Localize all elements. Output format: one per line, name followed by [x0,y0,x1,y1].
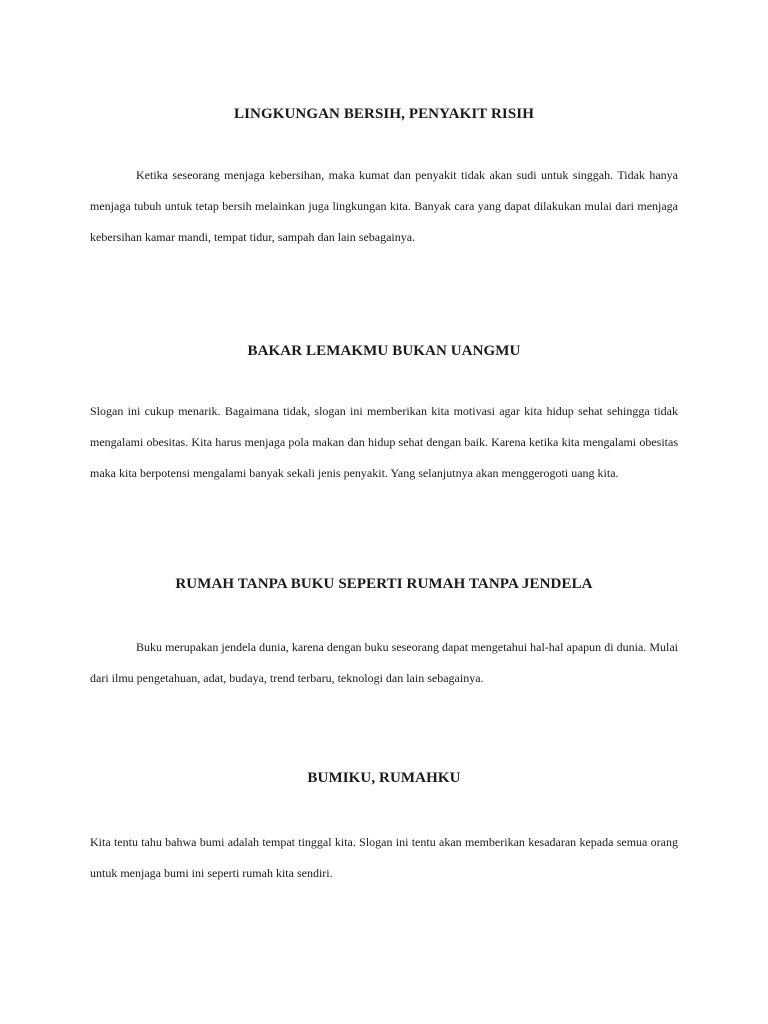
section-rumah-tanpa-buku [90,575,678,694]
section-bumiku-rumahku [90,769,678,889]
section-paragraph: Kita tentu tahu bahwa bumi adalah tempat tinggal kita. Slogan ini tentu akan memberikan kesadaran kepada semua orang untuk menjaga bumi ini seperti rumah kita sendiri. [90,835,678,880]
section-heading: BUMIKU, RUMAHKU [307,770,461,786]
section-paragraph: Ketika seseorang menjaga kebersihan, maka kumat dan penyakit tidak akan sudi untuk singgah. Tidak hanya menjaga tubuh untuk tetap bersih melainkan juga lingkungan kita. Banyak cara yang dapat dilakukan mulai dari menjaga kebersihan kamar mandi, tempat tidur, sampah dan lain sebagainya. [90,168,678,244]
section-paragraph: Slogan ini cukup menarik. Bagaimana tidak, slogan ini memberikan kita motivasi agar kita hidup sehat sehingga tidak mengalami obesitas. Kita harus menjaga pola makan dan hidup sehat dengan baik. Karena ketika kita mengalami obesitas maka kita berpotensi mengalami banyak sekali jenis penyakit. Yang selanjutnya akan menggerogoti uang kita. [90,404,678,480]
section-bakar-lemakmu [90,342,678,489]
section-heading: BAKAR LEMAKMU BUKAN UANGMU [247,343,521,359]
section-heading: RUMAH TANPA BUKU SEPERTI RUMAH TANPA JENDELA [175,576,593,592]
section-lingkungan-bersih [90,105,678,253]
section-heading: LINGKUNGAN BERSIH, PENYAKIT RISIH [233,106,535,122]
section-paragraph: Buku merupakan jendela dunia, karena dengan buku seseorang dapat mengetahui hal-hal apapun di dunia. Mulai dari ilmu pengetahuan, adat, budaya, trend terbaru, teknologi dan lain sebagainya. [90,640,678,685]
